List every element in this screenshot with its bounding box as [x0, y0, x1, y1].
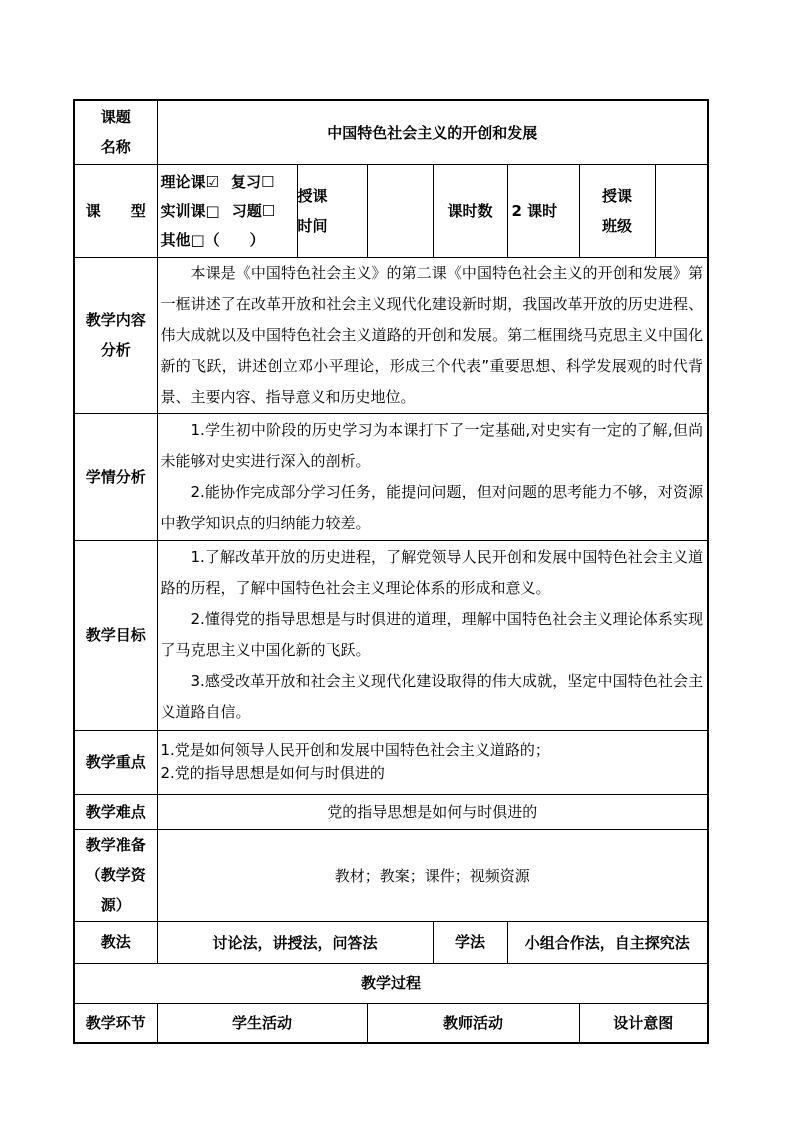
- lesson-type-row: [74, 164, 708, 257]
- class-label: 授课 班级: [579, 164, 655, 257]
- prep-value: 教材；教案；课件；视频资源: [157, 829, 708, 921]
- hours-label: 课时数: [433, 164, 507, 257]
- topic-value: 中国特色社会主义的开创和发展: [157, 100, 708, 164]
- lesson-plan-table: [73, 99, 709, 1044]
- key-points-label: 教学重点: [74, 730, 157, 794]
- goal-3: 3.感受改革开放和社会主义现代化建设取得的伟大成就，坚定中国特色社会主义道路自信。: [160, 672, 704, 721]
- key-points-row: [74, 730, 708, 794]
- process-title-row: [74, 963, 708, 1003]
- goal-2: 2.懂得党的指导思想是与时俱进的道理，理解中国特色社会主义理论体系实现了马克思主义中国化新的飞跃。: [160, 610, 704, 659]
- topic-row: [74, 100, 708, 164]
- teaching-method-label: 教法: [74, 921, 157, 963]
- lesson-type-options: [157, 164, 297, 257]
- col-student-activity: 学生活动: [157, 1003, 367, 1043]
- learning-method-label: 学法: [433, 921, 507, 963]
- content-analysis-label: 教学内容 分析: [74, 257, 157, 413]
- student-analysis-label: 学情分析: [74, 413, 157, 540]
- content-analysis-text: 本课是《中国特色社会主义》的第二课《中国特色社会主义的开创和发展》第一框讲述了在改革开放和社会主义现代化建设新时期，我国改革开放的历史进程、伟大成就以及中国特色社会主义道路的开创和发展。第二框围绕马克思主义中国化新的飞跃，讲述创立邓小平理论，形成三个代表”重要思想、科学发展观的时代背景、主要内容、指导意义和历史地位。: [160, 263, 704, 406]
- learning-method-value: 小组合作法，自主探究法: [507, 921, 708, 963]
- option-exercise: 习题☐: [231, 201, 276, 220]
- topic-label: 课题 名称: [74, 100, 157, 164]
- process-title: 教学过程: [74, 963, 708, 1003]
- prep-row: [74, 829, 708, 921]
- student-analysis-row: [74, 413, 708, 540]
- key-point-2: 2.党的指导思想是如何与时俱进的: [160, 764, 385, 782]
- option-other: 其他□（ ）: [160, 230, 265, 249]
- difficulty-row: [74, 794, 708, 829]
- class-value: [655, 164, 708, 257]
- option-practice: 实训课□: [160, 201, 220, 220]
- goals-row: [74, 540, 708, 730]
- student-analysis-p2: 2.能协作完成部分学习任务，能提问问题，但对问题的思考能力不够，对资源中教学知识点的归纳能力较差。: [160, 482, 704, 532]
- teaching-time-label: 授课 时间: [297, 164, 367, 257]
- difficulty-value: 党的指导思想是如何与时俱进的: [157, 794, 708, 829]
- goals-label: 教学目标: [74, 540, 157, 730]
- teaching-time-value: [367, 164, 433, 257]
- content-analysis-row: [74, 257, 708, 413]
- student-analysis-p1: 1.学生初中阶段的历史学习为本课打下了一定基础,对史实有一定的了解,但尚未能够对史实进行深入的剖析。: [160, 420, 704, 470]
- col-stage: 教学环节: [74, 1003, 157, 1043]
- col-design-intent: 设计意图: [579, 1003, 708, 1043]
- option-review: 复习☐: [230, 172, 275, 191]
- key-point-1: 1.党是如何领导人民开创和发展中国特色社会主义道路的；: [160, 741, 550, 759]
- col-teacher-activity: 教师活动: [367, 1003, 579, 1043]
- prep-label: 教学准备 （教学资 源）: [74, 829, 157, 921]
- goal-1: 1.了解改革开放的历史进程，了解党领导人民开创和发展中国特色社会主义道路的历程，了解中国特色社会主义理论体系的形成和意义。: [160, 548, 704, 597]
- methods-row: [74, 921, 708, 963]
- teaching-method-value: 讨论法，讲授法，问答法: [157, 921, 433, 963]
- process-header-row: [74, 1003, 708, 1043]
- hours-value: 2 课时: [507, 164, 579, 257]
- difficulty-label: 教学难点: [74, 794, 157, 829]
- lesson-type-label: 课 型: [74, 164, 157, 257]
- option-theory: 理论课☑: [160, 172, 219, 191]
